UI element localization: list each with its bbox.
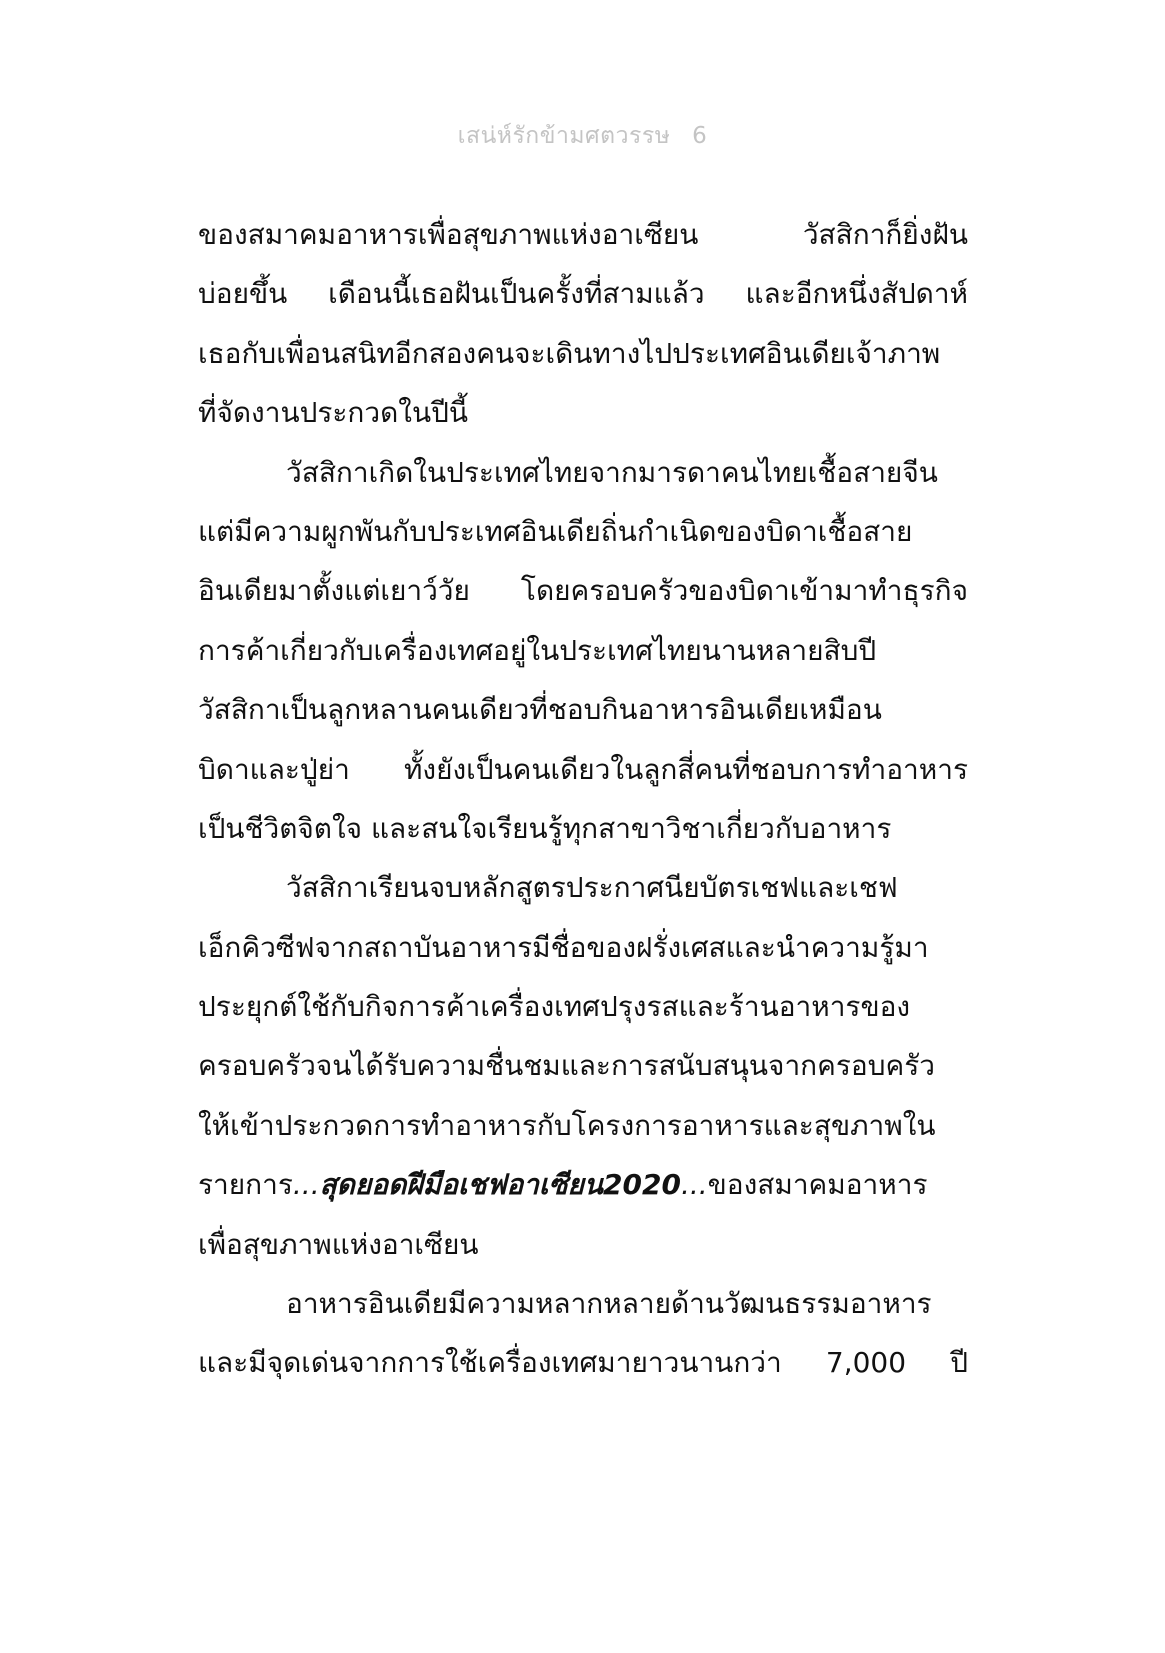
show-title-prefix: รายการ (198, 1168, 293, 1202)
body-text (198, 205, 968, 1393)
text-line: บิดาและปู่ย่า ทั้งยังเป็นคนเดียวในลูกสี่คนที่ชอบการทำอาหาร (198, 752, 968, 786)
paragraph-first-line: วัสสิกาเรียนจบหลักสูตรประกาศนียบัตรเชฟและเชฟ (286, 871, 898, 905)
text-line: เอ็กคิวซีฟจากสถาบันอาหารมีชื่อของฝรั่งเศสและนำความรู้มา (198, 930, 929, 964)
show-title-suffix: ของสมาคมอาหาร (707, 1168, 928, 1202)
text-line: บ่อยขึ้น เดือนนี้เธอฝันเป็นครั้งที่สามแล้ว และอีกหนึ่งสัปดาห์ (198, 277, 968, 311)
running-title: เสน่ห์รักข้ามศตวรรษ (457, 123, 671, 149)
text-line: ให้เข้าประกวดการทำอาหารกับโครงการอาหารและสุขภาพใน (198, 1108, 936, 1142)
text-line: วัสสิกาเป็นลูกหลานคนเดียวที่ชอบกินอาหารอินเดียเหมือน (198, 693, 882, 727)
show-title-line (198, 1155, 968, 1214)
text-line: เธอกับเพื่อนสนิทอีกสองคนจะเดินทางไปประเทศอินเดียเจ้าภาพ (198, 336, 941, 370)
paragraph-first-line: อาหารอินเดียมีความหลากหลายด้านวัฒนธรรมอาหาร (286, 1287, 932, 1321)
title-dots-open: ... (292, 1168, 320, 1202)
text-line: ของสมาคมอาหารเพื่อสุขภาพแห่งอาเซียน วัสสิกาก็ยิ่งฝัน (198, 218, 968, 251)
paragraph-first-line: วัสสิกาเกิดในประเทศไทยจากมารดาคนไทยเชื้อสายจีน (286, 455, 938, 489)
page-header (0, 118, 1165, 154)
text-line: เป็นชีวิตจิตใจ และสนใจเรียนรู้ทุกสาขาวิชาเกี่ยวกับอาหาร (198, 811, 892, 845)
text-line: อินเดียมาตั้งแต่เยาว์วัย โดยครอบครัวของบิดาเข้ามาทำธุรกิจ (198, 574, 968, 608)
text-line: เพื่อสุขภาพแห่งอาเซียน (198, 1227, 479, 1261)
text-line: ประยุกต์ใช้กับกิจการค้าเครื่องเทศปรุงรสและร้านอาหารของ (198, 990, 911, 1024)
page-number: 6 (692, 123, 708, 149)
text-line: และมีจุดเด่นจากการใช้เครื่องเทศมายาวนานกว่า 7,000 ปี (198, 1346, 968, 1380)
text-line: ที่จัดงานประกวดในปีนี้ (198, 396, 469, 430)
text-line: แต่มีความผูกพันกับประเทศอินเดียถิ่นกำเนิดของบิดาเชื้อสาย (198, 514, 913, 548)
text-line: การค้าเกี่ยวกับเครื่องเทศอยู่ในประเทศไทยนานหลายสิบปี (198, 633, 877, 667)
show-title: สุดยอดฝีมือเชฟอาเซียน2020 (319, 1168, 681, 1202)
title-dots-close: ... (680, 1168, 708, 1202)
text-line: ครอบครัวจนได้รับความชื่นชมและการสนับสนุนจากครอบครัว (198, 1049, 935, 1083)
